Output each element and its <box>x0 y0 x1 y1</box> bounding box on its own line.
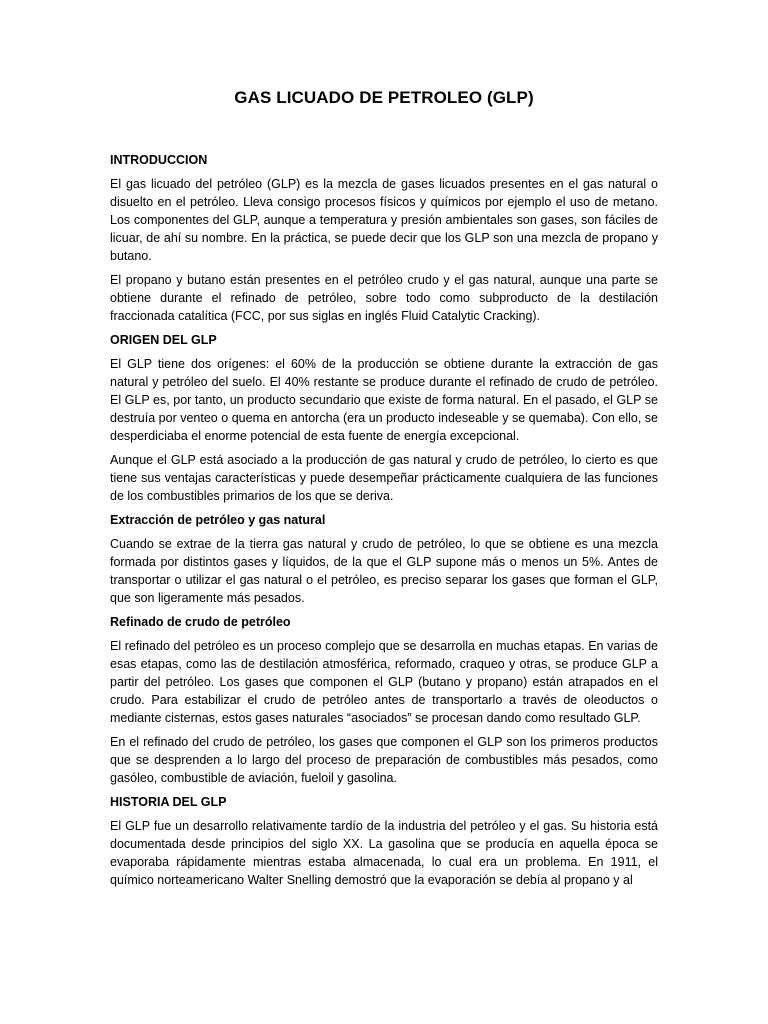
subsection-heading-extraccion: Extracción de petróleo y gas natural <box>110 513 326 527</box>
subsection-heading-refinado: Refinado de crudo de petróleo <box>110 615 291 629</box>
document-title: GAS LICUADO DE PETROLEO (GLP) <box>234 88 534 107</box>
document-body <box>110 88 658 895</box>
paragraph: El GLP fue un desarrollo relativamente tardío de la industria del petróleo y el gas. Su historia está documentada desde principios del siglo XX. La gasolina que se producía en aquella época se evaporaba rápidamente mientras estaba almacenada, lo cual era un problema. En 1911, el químico norteamericano Walter Snelling demostró que la evaporación se debía al propano y al <box>110 819 658 887</box>
section-heading-introduccion: INTRODUCCION <box>110 153 208 167</box>
paragraph: Aunque el GLP está asociado a la producción de gas natural y crudo de petróleo, lo cierto es que tiene sus ventajas características y puede desempeñar prácticamente cualquiera de las funciones de los combustibles primarios de los que se deriva. <box>110 453 658 503</box>
section-heading-historia: HISTORIA DEL GLP <box>110 795 227 809</box>
paragraph: En el refinado del crudo de petróleo, los gases que componen el GLP son los primeros productos que se desprenden a lo largo del proceso de preparación de combustibles más pesados, como gasóleo, combustible de aviación, fueloil y gasolina. <box>110 735 658 785</box>
paragraph: El GLP tiene dos orígenes: el 60% de la producción se obtiene durante la extracción de gas natural y petróleo del suelo. El 40% restante se produce durante el refinado de crudo de petróleo. El GLP es, por tanto, un producto secundario que existe de forma natural. En el pasado, el GLP se destruía por venteo o quema en antorcha (era un producto indeseable y se quemaba). Con ello, se desperdiciaba el enorme potencial de esta fuente de energía excepcional. <box>110 357 658 443</box>
paragraph: El refinado del petróleo es un proceso complejo que se desarrolla en muchas etapas. En varias de esas etapas, como las de destilación atmosférica, reformado, craqueo y otras, se produce GLP a partir del petróleo. Los gases que componen el GLP (butano y propano) están atrapados en el crudo. Para estabilizar el crudo de petróleo antes de transportarlo a través de oleoductos o mediante cisternas, estos gases naturales “asociados” se procesan dando como resultado GLP. <box>110 639 658 725</box>
paragraph: Cuando se extrae de la tierra gas natural y crudo de petróleo, lo que se obtiene es una mezcla formada por distintos gases y líquidos, de la que el GLP supone más o menos un 5%. Antes de transportar o utilizar el gas natural o el petróleo, es preciso separar los gases que forman el GLP, que son ligeramente más pesados. <box>110 537 658 605</box>
paragraph: El gas licuado del petróleo (GLP) es la mezcla de gases licuados presentes en el gas natural o disuelto en el petróleo. Lleva consigo procesos físicos y químicos por ejemplo el uso de metano. Los componentes del GLP, aunque a temperatura y presión ambientales son gases, son fáciles de licuar, de ahí su nombre. En la práctica, se puede decir que los GLP son una mezcla de propano y butano. <box>110 177 658 263</box>
paragraph: El propano y butano están presentes en el petróleo crudo y el gas natural, aunque una parte se obtiene durante el refinado de petróleo, sobre todo como subproducto de la destilación fraccionada catalítica (FCC, por sus siglas en inglés Fluid Catalytic Cracking). <box>110 273 658 323</box>
section-heading-origen: ORIGEN DEL GLP <box>110 333 217 347</box>
